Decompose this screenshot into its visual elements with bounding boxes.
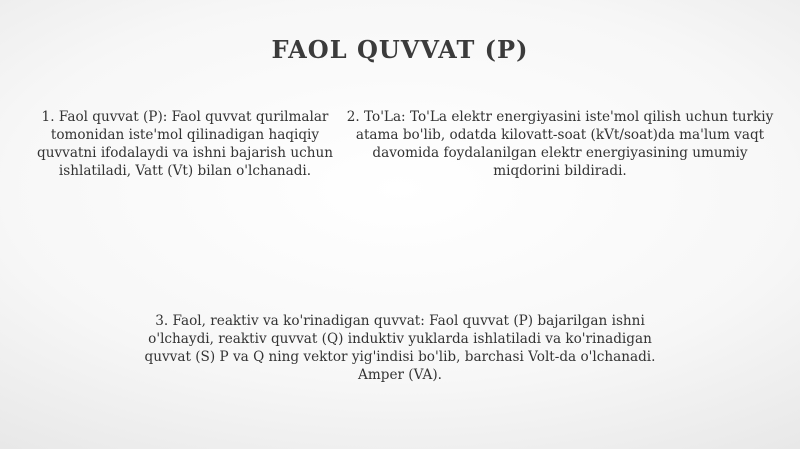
paragraph-power-types: 3. Faol, reaktiv va ko'rinadigan quvvat: Faol quvvat (P) bajarilgan ishni o'lchaydi, reaktiv quvvat (Q) induktiv yuklarda ishlatiladi va ko'rinadigan quvvat (S) P va Q ning vektor yig'indisi bo'lib, barchasi Volt-da o'lchanadi. Amper (VA). <box>144 313 656 383</box>
paragraph-tola: 2. To'La: To'La elektr energiyasini iste'mol qilish uchun turkiy atama bo'lib, odatda kilovatt-soat (kVt/soat)da ma'lum vaqt davomida foydalanilgan elektr energiyasining umumiy miqdorini bildiradi. <box>346 109 774 179</box>
paragraph-active-power: 1. Faol quvvat (P): Faol quvvat qurilmalar tomonidan iste'mol qilinadigan haqiqiy quvvatni ifodalaydi va ishni bajarish uchun ishlatiladi, Vatt (Vt) bilan o'lchanadi. <box>37 109 333 179</box>
slide-title: FAOL QUVVAT (P) <box>271 35 529 64</box>
